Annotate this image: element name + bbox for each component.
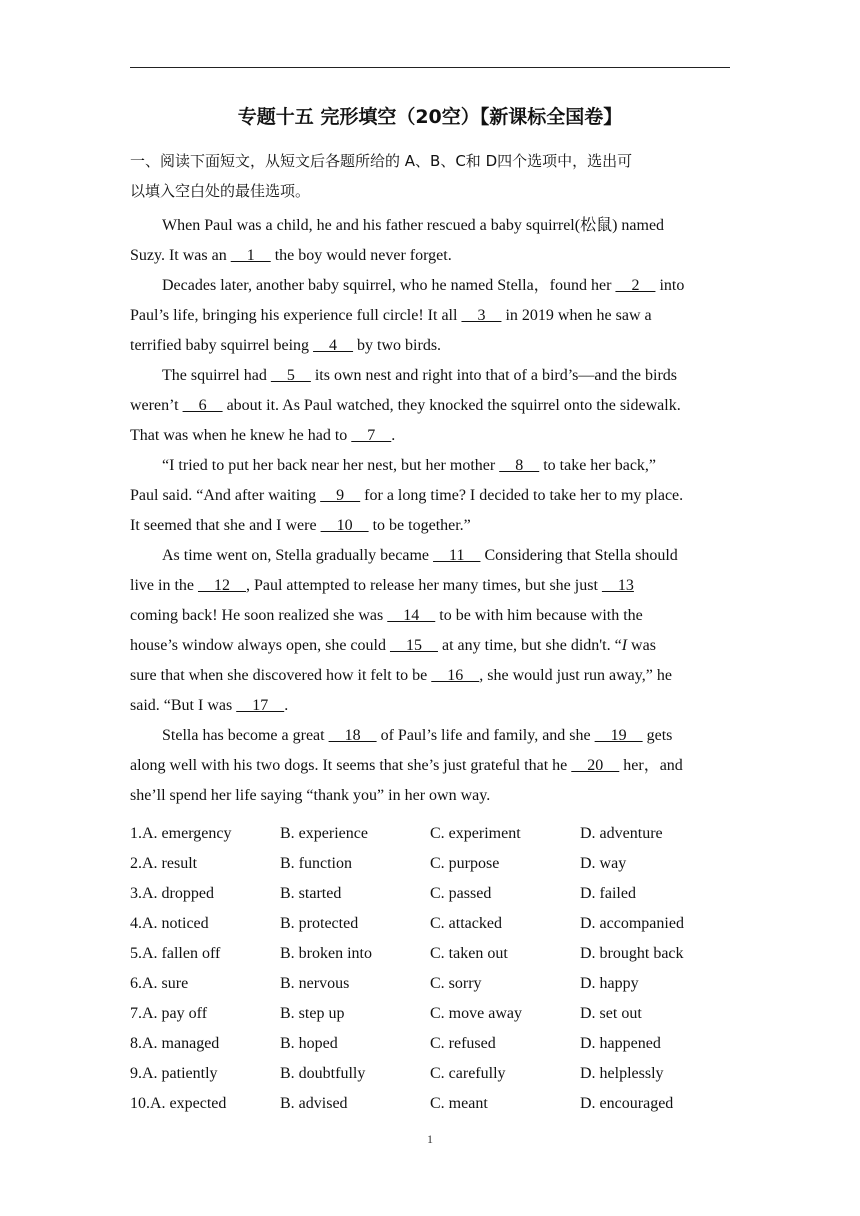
blank-7: 7: [351, 427, 392, 444]
blank-1: 1: [230, 247, 271, 264]
passage-line: Stella has become a great 18 of Paul’s life and family, and she 19 gets: [162, 727, 673, 744]
option-c: C. experiment: [430, 825, 521, 842]
blank-11: 11: [433, 547, 481, 564]
option-c: C. sorry: [430, 975, 482, 992]
blank-5: 5: [270, 367, 311, 384]
option-d: D. helplessly: [580, 1065, 664, 1082]
option-row-7: [130, 999, 730, 1029]
option-c: C. taken out: [430, 945, 508, 962]
page-number: 1: [427, 1132, 433, 1146]
passage-line: That was when he knew he had to 7 .: [130, 427, 396, 444]
option-b: B. doubtfully: [280, 1065, 366, 1082]
instructions: [130, 146, 730, 206]
option-row-2: [130, 849, 730, 879]
option-row-1: [130, 819, 730, 849]
passage-line: As time went on, Stella gradually became 11 Considering that Stella should: [162, 547, 678, 564]
option-row-4: [130, 909, 730, 939]
passage-line: said. “But I was 17 .: [130, 697, 289, 714]
option-b: B. step up: [280, 1005, 345, 1022]
paragraph-4: [130, 451, 730, 541]
option-b: B. protected: [280, 915, 359, 932]
passage-line: “I tried to put her back near her nest, but her mother 8 to take her back,”: [162, 457, 657, 474]
option-b: B. experience: [280, 825, 368, 842]
passage-line: along well with his two dogs. It seems that she’s just grateful that he 20 her，and: [130, 757, 683, 774]
blank-10: 10: [320, 517, 369, 534]
option-a: 7.A. pay off: [130, 1005, 208, 1022]
passage-line: Paul said. “And after waiting 9 for a long time? I decided to take her to my place.: [130, 487, 684, 504]
option-d: D. happened: [580, 1035, 661, 1052]
page-title: 专题十五 完形填空（20空）【新课标全国卷】: [237, 106, 623, 128]
passage-line: terrified baby squirrel being 4 by two birds.: [130, 337, 442, 354]
blank-12: 12: [197, 577, 246, 594]
passage-line: she’ll spend her life saying “thank you” in her own way.: [130, 787, 491, 804]
blank-9: 9: [320, 487, 361, 504]
option-b: B. advised: [280, 1095, 348, 1112]
option-c: C. attacked: [430, 915, 502, 932]
option-row-10: [130, 1089, 730, 1119]
option-b: B. started: [280, 885, 342, 902]
option-a: 2.A. result: [130, 855, 198, 872]
option-c: C. move away: [430, 1005, 522, 1022]
option-d: D. encouraged: [580, 1095, 674, 1112]
passage-line: house’s window always open, she could 15 at any time, but she didn't. “I was: [130, 637, 656, 654]
blank-19: 19: [594, 727, 643, 744]
option-b: B. nervous: [280, 975, 350, 992]
option-a: 1.A. emergency: [130, 825, 232, 842]
option-row-3: [130, 879, 730, 909]
option-b: B. broken into: [280, 945, 372, 962]
option-c: C. carefully: [430, 1065, 506, 1082]
blank-14: 14: [387, 607, 436, 624]
option-d: D. set out: [580, 1005, 642, 1022]
instruction-line: 以填入空白处的最佳选项。: [130, 182, 311, 200]
blank-13: 13: [601, 577, 634, 594]
passage-line: coming back! He soon realized she was 14 to be with him because with the: [130, 607, 643, 624]
paragraph-3: [130, 361, 730, 451]
passage-line: It seemed that she and I were 10 to be together.”: [130, 517, 471, 534]
option-d: D. failed: [580, 885, 636, 902]
option-row-6: [130, 969, 730, 999]
option-a: 10.A. expected: [130, 1095, 227, 1112]
blank-20: 20: [571, 757, 620, 774]
option-a: 9.A. patiently: [130, 1065, 218, 1082]
instruction-line: 一、阅读下面短文，从短文后各题所给的 A、B、C和 D四个选项中，选出可: [130, 152, 633, 170]
option-c: C. passed: [430, 885, 492, 902]
blank-15: 15: [389, 637, 438, 654]
option-c: C. meant: [430, 1095, 488, 1112]
option-a: 8.A. managed: [130, 1035, 220, 1052]
passage: [130, 211, 730, 811]
option-d: D. brought back: [580, 945, 684, 962]
option-a: 6.A. sure: [130, 975, 189, 992]
header-rule: [130, 67, 730, 68]
option-b: B. hoped: [280, 1035, 338, 1052]
passage-line: weren’t 6 about it. As Paul watched, they knocked the squirrel onto the sidewalk.: [130, 397, 681, 414]
passage-line: When Paul was a child, he and his father rescued a baby squirrel(松鼠) named: [162, 217, 665, 234]
passage-line: sure that when she discovered how it felt to be 16 , she would just run away,” he: [130, 667, 672, 684]
paragraph-1: [130, 211, 730, 271]
blank-8: 8: [499, 457, 540, 474]
paragraph-6: [130, 721, 730, 811]
option-row-8: [130, 1029, 730, 1059]
blank-6: 6: [182, 397, 223, 414]
option-b: B. function: [280, 855, 352, 872]
option-a: 3.A. dropped: [130, 885, 214, 902]
option-d: D. way: [580, 855, 627, 872]
passage-line: Paul’s life, bringing his experience full circle! It all 3 in 2019 when he saw a: [130, 307, 652, 324]
blank-17: 17: [236, 697, 285, 714]
option-c: C. refused: [430, 1035, 496, 1052]
passage-line: The squirrel had 5 its own nest and right into that of a bird’s—and the birds: [162, 367, 678, 384]
option-d: D. happy: [580, 975, 639, 992]
passage-line: live in the 12 , Paul attempted to release her many times, but she just 13: [130, 577, 634, 594]
passage-line: Suzy. It was an 1 the boy would never forget.: [130, 247, 452, 264]
option-c: C. purpose: [430, 855, 500, 872]
blank-16: 16: [431, 667, 480, 684]
option-a: 4.A. noticed: [130, 915, 209, 932]
blank-4: 4: [313, 337, 354, 354]
blank-2: 2: [615, 277, 656, 294]
passage-line: Decades later, another baby squirrel, who he named Stella，found her 2 into: [162, 277, 685, 294]
option-row-5: [130, 939, 730, 969]
option-a: 5.A. fallen off: [130, 945, 221, 962]
options-list: [130, 819, 730, 1119]
option-d: D. accompanied: [580, 915, 684, 932]
option-row-9: [130, 1059, 730, 1089]
option-d: D. adventure: [580, 825, 663, 842]
paragraph-5: [130, 541, 730, 721]
blank-3: 3: [461, 307, 502, 324]
paragraph-2: [130, 271, 730, 361]
blank-18: 18: [328, 727, 377, 744]
